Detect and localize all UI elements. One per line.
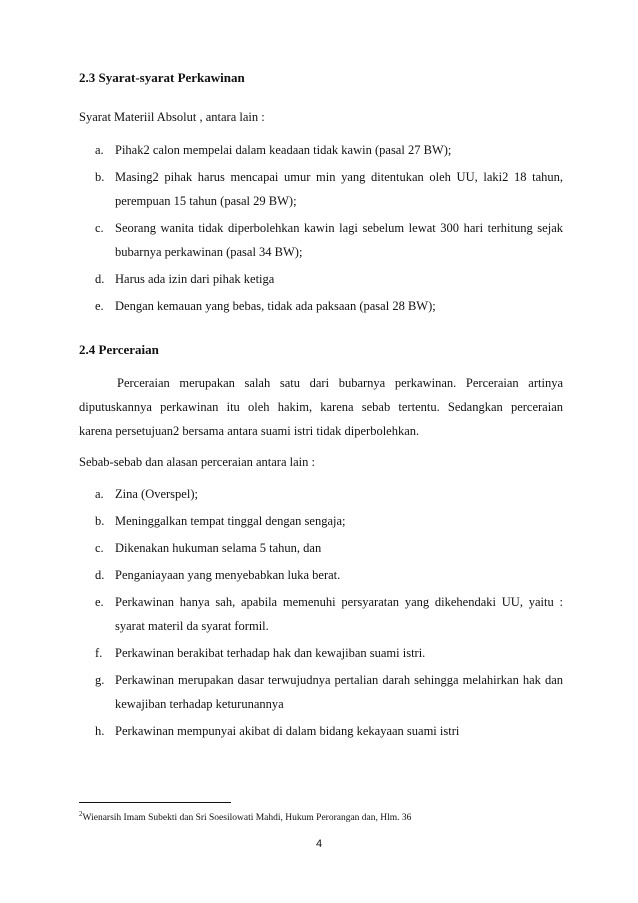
list-item: [95, 719, 563, 743]
perceraian-intro: Sebab-sebab dan alasan perceraian antara lain :: [79, 455, 315, 469]
list-item: [95, 482, 563, 506]
list-item: [95, 138, 563, 162]
list-item: [95, 590, 563, 638]
perceraian-paragraph-line-3: karena persetujuan2 bersama antara suami istri tidak diperbolehkan.: [79, 424, 420, 438]
list-item-text: Perkawinan mempunyai akibat di dalam bidang kekayaan suami istri: [115, 724, 460, 738]
list-item-text: Harus ada izin dari pihak ketiga: [115, 272, 275, 286]
list-marker: c.: [95, 541, 104, 555]
list-item: [95, 641, 563, 665]
list-marker: d.: [95, 568, 105, 582]
footnote-number: 2: [79, 810, 83, 818]
footnote-divider: [79, 802, 231, 803]
list-item: [95, 668, 563, 716]
list-item: [95, 294, 563, 318]
list-marker: f.: [95, 646, 103, 660]
list-marker: h.: [95, 724, 105, 738]
section-heading-perceraian: 2.4 Perceraian: [79, 342, 159, 357]
list-item: [95, 509, 563, 533]
list-item: [95, 165, 563, 213]
list-item: [95, 216, 563, 264]
list-item-text: Dikenakan hukuman selama 5 tahun, dan: [115, 541, 322, 555]
list-item-text: Seorang wanita tidak diperbolehkan kawin lagi sebelum lewat 300 hari terhitung sejak bubarnya perkawinan (pasal 34 BW);: [115, 221, 563, 259]
list-marker: b.: [95, 170, 105, 184]
list-marker: d.: [95, 272, 105, 286]
list-item-text: Masing2 pihak harus mencapai umur min yang ditentukan oleh UU, laki2 18 tahun, perempuan 15 tahun (pasal 29 BW);: [115, 170, 563, 208]
syarat-intro: Syarat Materiil Absolut , antara lain :: [79, 110, 265, 124]
list-marker: a.: [95, 487, 104, 501]
syarat-list: [95, 138, 563, 321]
list-marker: a.: [95, 143, 104, 157]
list-marker: c.: [95, 221, 104, 235]
perceraian-paragraph-line-1: Perceraian merupakan salah satu dari bubarnya perkawinan. Perceraian artinya: [117, 376, 563, 390]
section-heading-syarat-perkawinan: 2.3 Syarat-syarat Perkawinan: [79, 70, 245, 85]
list-item-text: Perkawinan berakibat terhadap hak dan kewajiban suami istri.: [115, 646, 426, 660]
list-item-text: Pihak2 calon mempelai dalam keadaan tidak kawin (pasal 27 BW);: [115, 143, 452, 157]
list-marker: g.: [95, 673, 105, 687]
footnote: [79, 810, 411, 823]
list-item: [95, 563, 563, 587]
perceraian-paragraph-line-2: diputuskannya perkawinan itu oleh hakim, karena sebab tertentu. Sedangkan perceraian: [79, 400, 563, 414]
list-item-text: Zina (Overspel);: [115, 487, 198, 501]
list-item-text: Perkawinan hanya sah, apabila memenuhi persyaratan yang dikehendaki UU, yaitu : syarat materil da syarat formil.: [115, 595, 563, 633]
list-item: [95, 267, 563, 291]
page-number: 4: [315, 838, 323, 850]
list-item: [95, 536, 563, 560]
list-marker: e.: [95, 299, 104, 313]
list-marker: e.: [95, 595, 104, 609]
list-item-text: Meninggalkan tempat tinggal dengan sengaja;: [115, 514, 346, 528]
footnote-text: Wienarsih Imam Subekti dan Sri Soesilowati Mahdi, Hukum Perorangan dan, Hlm. 36: [82, 813, 412, 824]
list-marker: b.: [95, 514, 105, 528]
list-item-text: Penganiayaan yang menyebabkan luka berat.: [115, 568, 341, 582]
list-item-text: Dengan kemauan yang bebas, tidak ada paksaan (pasal 28 BW);: [115, 299, 436, 313]
list-item-text: Perkawinan merupakan dasar terwujudnya pertalian darah sehingga melahirkan hak dan kewajiban terhadap keturunannya: [115, 673, 563, 711]
perceraian-list: [95, 482, 563, 746]
